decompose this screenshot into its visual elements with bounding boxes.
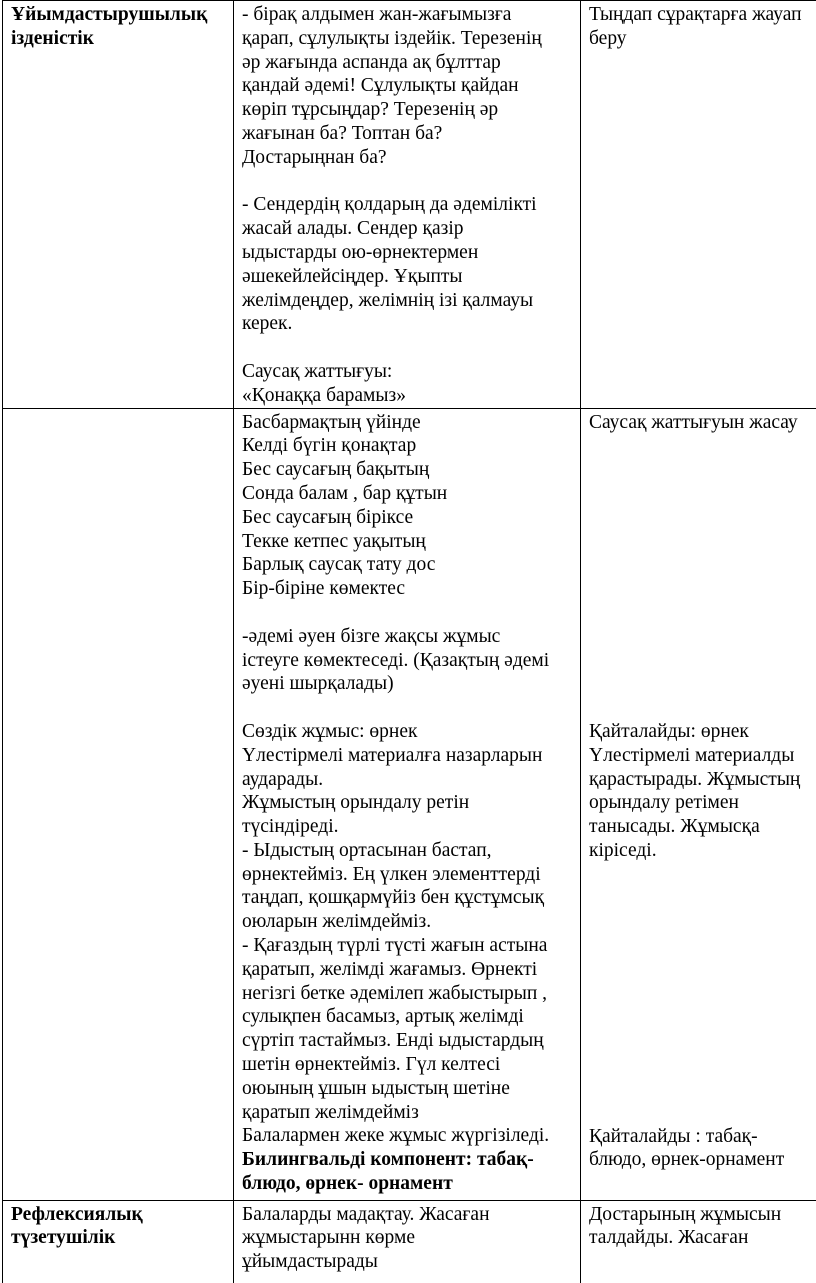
text-line: Бес саусағың біріксе — [242, 506, 414, 528]
student-activity-cell — [581, 408, 816, 1200]
text-line: Достарының жұмысын — [589, 1203, 782, 1225]
teacher-activity-cell — [234, 1, 581, 409]
text-line: Сонда балам , бар құтын — [242, 482, 448, 504]
text-line: Үлестірмелі материалды — [589, 744, 795, 766]
text-line: блюдо, өрнек-орнамент — [589, 1149, 785, 1171]
text-line: әшекейлейсіңдер. Ұқыпты — [242, 265, 463, 287]
text-line: сулықпен басамыз, артық желімді — [242, 1006, 524, 1028]
stage-cell — [3, 408, 234, 1200]
text-line: Жұмыстың орындалу ретін — [242, 792, 470, 814]
text-line: әуені шырқалады) — [242, 673, 394, 695]
text-line: сүртіп тастаймыз. Енді ыдыстардың — [242, 1030, 544, 1052]
text-line: Саусақ жаттығуын жасау — [589, 411, 798, 433]
blank-line — [242, 336, 574, 360]
text-line: Қайталайды: өрнек — [589, 720, 749, 742]
text-line: Қайталайды : табақ- — [589, 1125, 758, 1147]
text-line: Саусақ жаттығуы: — [242, 360, 393, 382]
text-line: - Ыдыстың ортасынан бастап, — [242, 839, 492, 861]
teacher-activity-cell — [234, 408, 581, 1200]
text-line: танысады. Жұмысқа — [589, 816, 760, 838]
text-line: қарастырады. Жұмыстың — [589, 768, 801, 790]
table-row — [3, 408, 816, 1200]
text-line: істеуге көмектеседі. (Қазақтың әдемі — [242, 649, 550, 671]
text-line: ыдыстарды ою-өрнектермен — [242, 241, 479, 263]
text-line: керек. — [242, 313, 293, 335]
text-line: Тыңдап сұрақтарға жауап — [589, 4, 802, 25]
student-activity-cell — [581, 1200, 816, 1283]
stage-title-line: түзетушілік — [11, 1227, 116, 1249]
text-line: Балалармен жеке жұмыс жүргізіледі. — [242, 1125, 550, 1147]
table-row — [3, 1200, 816, 1283]
text-line: таңдап, қошқармүйіз бен құстұмсық — [242, 887, 545, 909]
teacher-activity-cell — [234, 1200, 581, 1283]
text-line: Барлық саусақ тату дос — [242, 554, 436, 576]
text-line: - Сендердің қолдарың да әдемілікті — [242, 194, 537, 216]
text-line: шетін өрнектейміз. Гүл келтесі — [242, 1054, 501, 1076]
blank-line — [242, 170, 574, 194]
text-line: - бірақ алдымен жан-жағымызға — [242, 4, 512, 25]
text-line: көріп тұрсыңдар? Терезенің әр — [242, 99, 499, 121]
text-line: әр жағында аспанда ақ бұлттар — [242, 51, 501, 73]
text-line: - Қағаздың түрлі түсті жағын астына — [242, 935, 548, 957]
text-line: Достарыңнан ба? — [242, 146, 387, 168]
text-line: -әдемі әуен бізге жақсы жұмыс — [242, 625, 501, 647]
spacer — [589, 863, 816, 1125]
text-line: Бір-біріне көмектес — [242, 578, 406, 600]
text-line: жағынан ба? Топтан ба? — [242, 122, 443, 144]
student-activity-cell — [581, 1, 816, 409]
text-line: талдайды. Жасаған — [589, 1227, 749, 1249]
lesson-plan-table — [2, 0, 816, 1283]
text-line: беру — [589, 27, 627, 49]
text-line: Басбармақтың үйінде — [242, 411, 421, 433]
spacer — [589, 434, 816, 720]
text-line: қаратып, желімді жағамыз. Өрнекті — [242, 958, 538, 980]
text-line: қарап, сұлулықты іздейік. Терезенің — [242, 27, 542, 49]
bilingual-component-line: Билингвальді компонент: табақ- — [242, 1149, 534, 1171]
text-line: Бес саусағың бақытың — [242, 459, 430, 481]
stage-cell — [3, 1200, 234, 1283]
stage-cell — [3, 1, 234, 409]
text-line: негізгі бетке әдемілеп жабыстырып , — [242, 982, 548, 1004]
text-line: Сөздік жұмыс: өрнек — [242, 720, 418, 742]
text-line: түсіндіреді. — [242, 816, 339, 838]
text-line: Келді бүгін қонақтар — [242, 435, 417, 457]
text-line: Текке кетпес уақытың — [242, 530, 426, 552]
text-line: қаратып желімдейміз — [242, 1101, 419, 1123]
text-line: ұйымдастырады — [242, 1251, 378, 1273]
text-line: аударады. — [242, 768, 324, 790]
text-line: қандай әдемі! Сұлулықты қайдан — [242, 75, 519, 97]
blank-line — [242, 696, 574, 720]
stage-title-line: ізденістік — [11, 27, 94, 49]
text-line: жұмыстарынн көрме — [242, 1227, 416, 1249]
table-row — [3, 1, 816, 409]
text-line: орындалу ретімен — [589, 792, 739, 814]
text-line: Үлестірмелі материалға назарларын — [242, 744, 543, 766]
bilingual-component-line: блюдо, өрнек- орнамент — [242, 1173, 453, 1195]
text-line: оюларын желімдейміз. — [242, 911, 432, 933]
stage-title-line: Ұйымдастырушылық — [11, 4, 208, 25]
text-line: «Қонаққа барамыз» — [242, 384, 406, 406]
text-line: желімдеңдер, желімнің ізі қалмауы — [242, 289, 534, 311]
blank-line — [242, 601, 574, 625]
text-line: оюының ұшын ыдыстың шетіне — [242, 1077, 510, 1099]
text-line: жасай алады. Сендер қазір — [242, 218, 464, 240]
text-line: Балаларды мадақтау. Жасаған — [242, 1203, 490, 1225]
text-line: кіріседі. — [589, 839, 657, 861]
stage-title-line: Рефлексиялық — [11, 1203, 143, 1225]
text-line: өрнектейміз. Ең үлкен элементтерді — [242, 863, 541, 885]
